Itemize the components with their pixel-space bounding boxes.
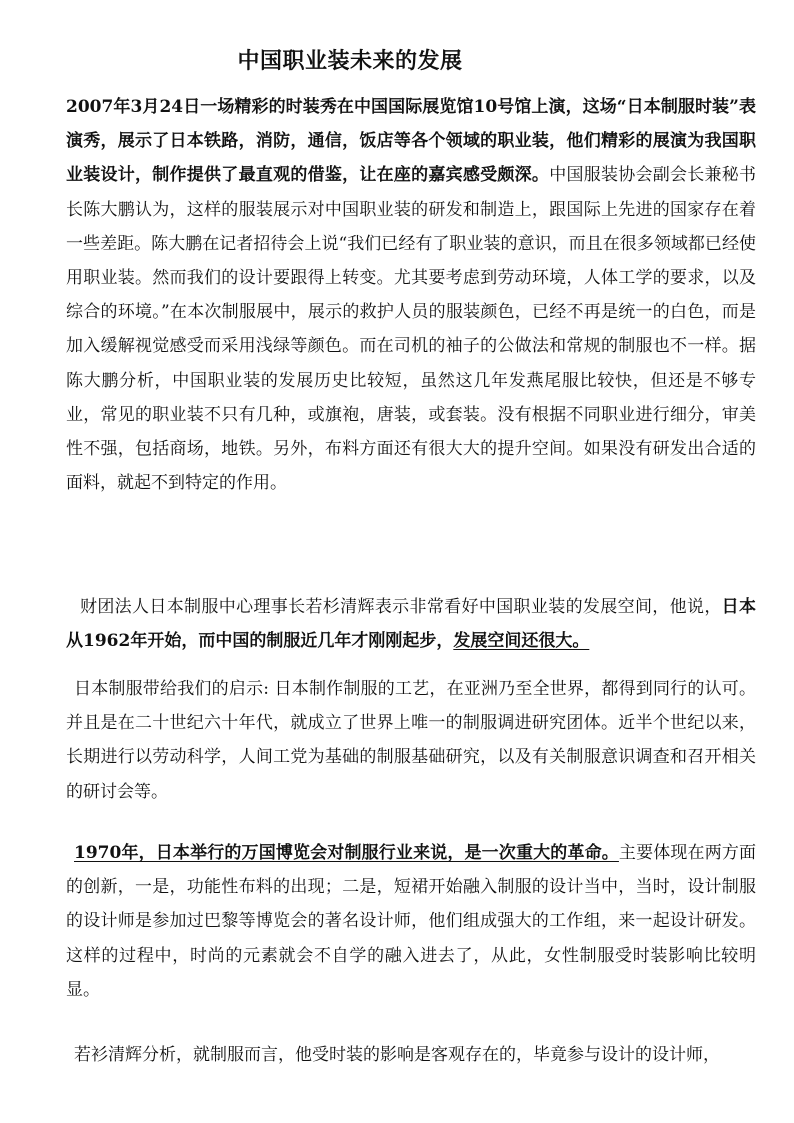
document-title: 中国职业装未来的发展 <box>237 48 463 74</box>
paragraph-3-text: 日本制服带给我们的启示: 日本制作制服的工艺，在亚洲乃至全世界，都得到同行的认可。并且是在二十世纪六十年代，就成立了世界上唯一的制服调进研究团体。近半个世纪以来，长期进行以劳动科学，人间工党为基础的制服基础研究，以及有关制服意识调查和召开相关的研讨会等。 <box>66 679 756 802</box>
paragraph-1-text: 中国服装协会副会长兼秘书长陈大鹏认为，这样的服装展示对中国职业装的研发和制造上，跟国际上先进的国家存在着一些差距。陈大鹏在记者招待会上说“我们已经有了职业装的意识，而且在很多领域都已经使用职业装。然而我们的设计要跟得上转变。尤其要考虑到劳动环境，人体工学的要求，以及综合的环境。”在本次制服展中，展示的救护人员的服装颜色，已经不再是统一的白色，而是加入缓解视觉感受而采用浅绿等颜色。而在司机的袖子的公做法和常规的制服也不一样。据陈大鹏分析，中国职业装的发展历史比较短，虽然这几年发燕尾服比较快，但还是不够专业，常见的职业装不只有几种，或旗袍，唐装，或套装。没有根据不同职业进行细分，审美性不强，包括商场，地铁。另外，布料方面还有很大大的提升空间。如果没有研发出合适的面料，就起不到特定的作用。 <box>66 165 757 494</box>
paragraph-3 <box>66 672 756 809</box>
paragraph-5-text: 若衫清辉分析，就制服而言，他受时装的影响是客观存在的，毕竟参与设计的设计师， <box>74 1045 720 1065</box>
paragraph-1-bold-text: 2007年3月24日一场精彩的时装秀在中国国际展览馆10号馆上演，这场“日本制服时装”表演秀，展示了日本铁路，消防，通信，饭店等各个领域的职业装，他们精彩的展演为我国职业装设计，制作提供了最直观的借鉴，让在座的嘉宾感受颇深。 <box>66 97 756 186</box>
paragraph-4-text: 主要体现在两方面的创新，一是，功能性布料的出现；二是，短裙开始融入制服的设计当中，当时，设计制服的设计师是参加过巴黎等博览会的著名设计师，他们组成强大的工作组，来一起设计研发。这样的过程中，时尚的元素就会不自学的融入进去了，从此，女性制服受时装影响比较明显。 <box>66 843 756 1000</box>
paragraph-1 <box>66 90 756 500</box>
paragraph-2-text: 财团法人日本制服中心理事长若杉清辉表示非常看好中国职业装的发展空间，他说， <box>80 597 722 617</box>
paragraph-2-bold-text: 日本从1962年开始，而中国的制服近几年才刚刚起步， <box>66 597 756 652</box>
paragraph-4-bold-underlined-text: 1970年，日本举行的万国博览会对制服行业来说，是一次重大的革命。 <box>74 843 619 863</box>
paragraph-2 <box>66 590 756 658</box>
paragraph-4 <box>66 836 756 1007</box>
paragraph-2-bold-underlined-text: 发展空间还很大。 <box>453 631 590 652</box>
paragraph-5 <box>66 1038 756 1072</box>
